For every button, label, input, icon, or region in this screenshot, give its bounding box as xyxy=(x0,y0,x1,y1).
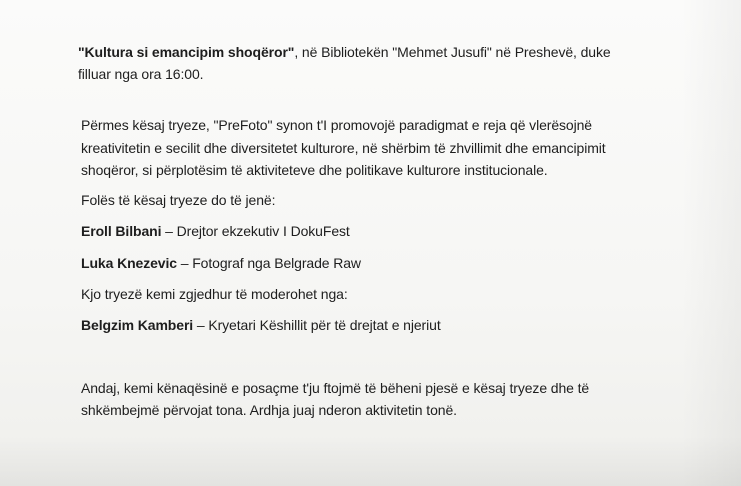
moderator-role: – Kryetari Këshillit për të drejtat e njeriut xyxy=(193,317,441,333)
page-shadow-bottom xyxy=(0,436,741,486)
moderator-item xyxy=(81,315,441,335)
speaker-name: Eroll Bilbani xyxy=(81,223,162,239)
intro-line-1-rest: , në Bibliotekën "Mehmet Jusufi" në Preshevë, duke xyxy=(294,44,611,60)
speaker-name: Luka Knezevic xyxy=(81,255,177,271)
speaker-role: – Drejtor ekzekutiv I DokuFest xyxy=(161,223,350,239)
intro-line-2: filluar nga ora 16:00. xyxy=(78,66,204,82)
speaker-role: – Fotograf nga Belgrade Raw xyxy=(176,255,361,271)
intro-line-1 xyxy=(78,42,611,62)
purpose-line-3: shoqëror, si përplotësim të aktiviteteve dhe politikave kulturore institucionale. xyxy=(81,162,548,178)
speakers-heading: Folës të kësaj tryeze do të jenë: xyxy=(81,192,276,208)
closing-line-1: Andaj, kemi kënaqësinë e posaçme t'ju ftojmë të bëheni pjesë e kësaj tryeze dhe të xyxy=(81,380,590,396)
moderator-name: Belgzim Kamberi xyxy=(81,317,194,333)
purpose-line-1: Përmes kësaj tryeze, "PreFoto" synon t'I promovojë paradigmat e reja që vlerësojnë xyxy=(81,117,592,133)
moderator-heading: Kjo tryezë kemi zgjedhur të moderohet nga: xyxy=(81,286,348,302)
speaker-item xyxy=(81,253,361,273)
closing-line-2: shkëmbejmë përvojat tona. Ardhja juaj nderon aktivitetin tonë. xyxy=(81,402,457,418)
page-shadow-right xyxy=(681,0,741,486)
purpose-line-2: kreativitetin e secilit dhe diversitetet kulturore, në shërbim të zhvillimit dhe emancipimit xyxy=(81,140,606,156)
speaker-item xyxy=(81,221,350,241)
event-title: "Kultura si emancipim shoqëror" xyxy=(78,44,295,60)
